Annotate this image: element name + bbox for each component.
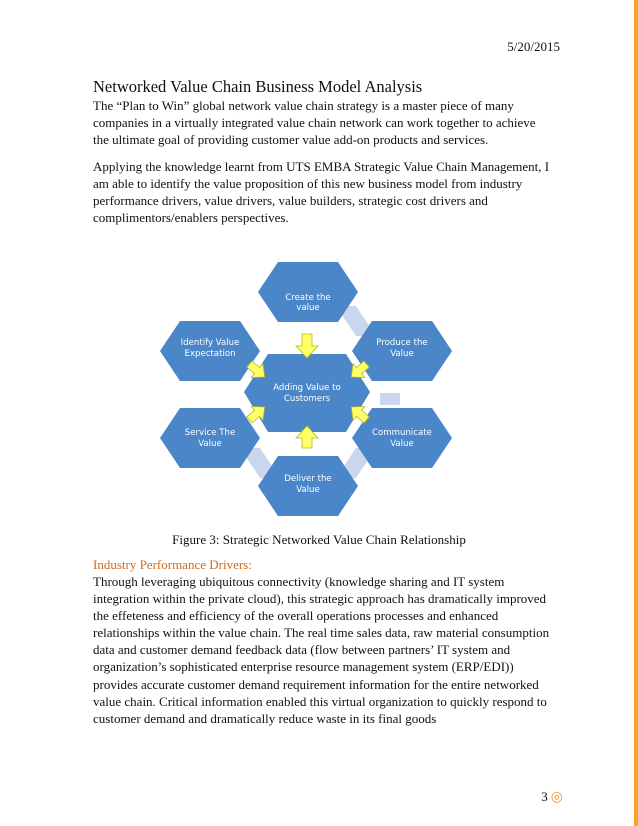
label-upper-left-2: Expectation xyxy=(184,349,236,359)
label-upper-right-2: Value xyxy=(390,349,414,359)
page-title: Networked Value Chain Business Model Analysis xyxy=(93,77,423,96)
copyright-circle-icon: ◎ xyxy=(550,789,563,805)
label-upper-left-1: Identify Value xyxy=(180,338,240,348)
label-center-1: Adding Value to xyxy=(273,383,341,393)
value-chain-diagram xyxy=(154,258,464,522)
page-edge-rule xyxy=(634,0,638,826)
label-lower-left-1: Service The xyxy=(184,428,236,438)
intro-paragraph-2: Applying the knowledge learnt from UTS EMBA Strategic Value Chain Management, I am able to identify the value proposition of this new business model from industry performance drivers, value drivers, value builders, strategic cost drivers and complimentors/enablers perspectives. xyxy=(93,158,550,226)
hex-lower-left xyxy=(160,408,260,468)
label-lower-left-2: Value xyxy=(198,439,222,449)
section-heading: Industry Performance Drivers: xyxy=(93,557,252,572)
label-bottom-1: Deliver the xyxy=(284,474,332,484)
figure-caption: Figure 3: Strategic Networked Value Chain Relationship xyxy=(172,532,466,547)
label-upper-right-1: Produce the xyxy=(376,338,428,348)
section-body: Through leveraging ubiquitous connectivity (knowledge sharing and IT system integration within the private cloud), this strategic approach has dramatically improved the effeteness and efficiency of the overall operations processes and enhanced relationships within the value chain. The real time sales data, raw material consumption data and customer demand feedback data (flow between partners’ IT system and organization’s sophisticated enterprise resource management system (ERP/EDI)) provides accurate customer demand requirement information for the entire networked value chain. Critical information enabled this virtual organization to quickly respond to customer demand and dramatically reduce waste in its final goods xyxy=(93,574,550,726)
page-number: 3 xyxy=(541,789,548,804)
label-lower-right-1: Communicate xyxy=(372,428,432,438)
value-chain-svg xyxy=(154,258,464,522)
label-lower-right-2: Value xyxy=(390,439,414,449)
hex-top xyxy=(258,262,358,322)
label-top-1: Create the xyxy=(285,293,331,303)
industry-drivers-section xyxy=(93,556,553,727)
intro-paragraph-1: The “Plan to Win” global network value chain strategy is a master piece of many companies in a virtually integrated value chain network can work together to achieve the ultimate goal of providing customer value add-on products and services. xyxy=(93,98,536,148)
connector-right xyxy=(380,393,400,405)
page-footer xyxy=(541,789,563,805)
label-center-2: Customers xyxy=(283,394,331,404)
label-top-2: value xyxy=(296,303,320,313)
header-date: 5/20/2015 xyxy=(507,39,560,54)
label-bottom-2: Value xyxy=(296,485,320,495)
intro-section xyxy=(93,77,551,226)
